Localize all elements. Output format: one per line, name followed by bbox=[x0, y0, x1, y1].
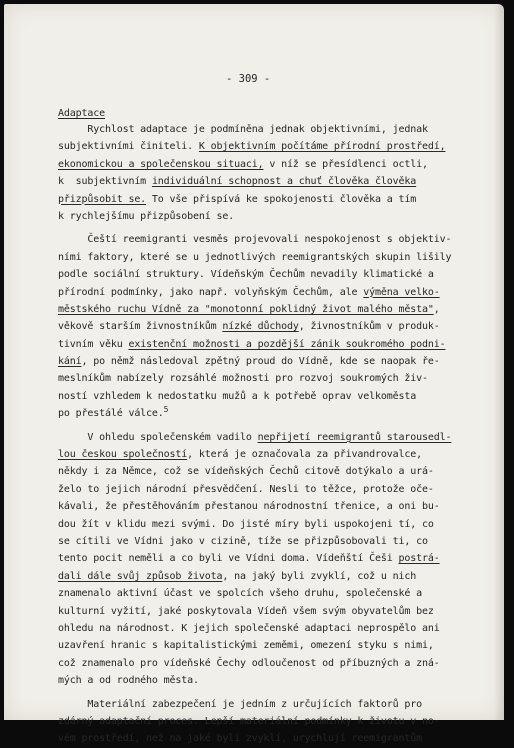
text-segment: , po němž následoval zpětný proud do Vídně, kde se naopak ře- bbox=[81, 356, 440, 368]
text-segment: Čeští reemigranti vesměs projevovali nespokojenost s objektiv- bbox=[58, 234, 452, 246]
text-line bbox=[58, 568, 451, 585]
text-segment: po přestálé válce. bbox=[58, 408, 164, 420]
text-line bbox=[58, 672, 451, 689]
text-segment: se cítili ve Vídni jako v cizině, tíže se přizpůsobovali ti, co bbox=[58, 535, 428, 547]
underlined-phrase: kání bbox=[58, 356, 82, 368]
text-line bbox=[58, 730, 451, 747]
text-segment: tento pocit neměli a co byli ve Vídni doma. Vídeňští Češi bbox=[58, 553, 399, 565]
underlined-phrase: postrá- bbox=[398, 553, 440, 565]
underlined-phrase: individuální schopnost a chuť člověka člověka bbox=[151, 176, 417, 188]
text-line bbox=[58, 550, 451, 567]
page-number: - 309 - bbox=[226, 73, 271, 85]
text-line bbox=[58, 603, 451, 620]
text-line bbox=[58, 318, 451, 335]
text-line bbox=[58, 353, 451, 370]
text-line bbox=[58, 284, 451, 301]
text-segment: ohledu na národnost. K jejich společenské adaptaci neprospělo ani bbox=[58, 622, 440, 634]
underlined-phrase: lou českou společností bbox=[58, 449, 188, 461]
paragraph bbox=[58, 121, 451, 225]
text-line bbox=[58, 405, 451, 422]
underlined-phrase: existenční možnosti a pozdější zánik soukromého podni- bbox=[128, 338, 446, 350]
text-segment: věkově starším živnostníkům bbox=[58, 321, 223, 333]
underlined-phrase: výměna velko- bbox=[363, 286, 440, 298]
footnote-marker: 5 bbox=[163, 405, 169, 415]
text-line bbox=[58, 446, 451, 463]
text-segment: V ohledu společenském vadilo bbox=[58, 431, 258, 443]
text-segment: subjektivními činiteli. bbox=[58, 141, 199, 153]
body-text bbox=[58, 121, 451, 748]
text-line bbox=[58, 138, 451, 155]
underlined-phrase: dali dále svůj způsob života bbox=[58, 570, 223, 582]
paragraph bbox=[58, 696, 451, 748]
text-segment: , na jaký byli zvyklí, což u nich bbox=[222, 570, 417, 582]
text-segment: zdárný adaptační proces. Lepší materiální podmínky k životu v no- bbox=[58, 715, 440, 727]
text-line bbox=[58, 713, 451, 730]
text-segment: kávali, že přestěhováním přestanou národnostní třenice, a oni bu- bbox=[58, 501, 440, 513]
text-line bbox=[58, 620, 451, 637]
underlined-phrase: nepřijetí reemigrantů starousedl- bbox=[257, 431, 452, 443]
text-segment: , bbox=[433, 303, 440, 315]
text-line bbox=[58, 208, 451, 225]
underlined-phrase: K objektivním počítáme přírodní prostředí, bbox=[198, 141, 446, 153]
section-heading: Adaptace bbox=[58, 108, 105, 119]
underlined-phrase: přizpůsobit se. bbox=[58, 193, 147, 205]
text-line bbox=[58, 533, 451, 550]
text-segment: vém prostředí, než na jaké byli zvyklí, urychlují reemigrantům bbox=[58, 733, 422, 745]
text-line bbox=[58, 498, 451, 515]
text-line bbox=[58, 655, 451, 672]
text-segment: podle sociální struktury. Vídeňským Čechům nevadily klimatické a bbox=[58, 269, 434, 281]
underlined-phrase: městského ruchu Vídně za "monotonní poklidný život malého města" bbox=[58, 303, 434, 315]
text-segment: , která je označovala za přivandrovalce, bbox=[187, 449, 422, 461]
text-line bbox=[58, 249, 451, 266]
document-page bbox=[4, 4, 504, 745]
text-segment: někdy i za Němce, což se vídeňských Čechů citově dotýkalo a urá- bbox=[58, 466, 434, 478]
text-line bbox=[58, 231, 451, 248]
text-line bbox=[58, 173, 451, 190]
text-line bbox=[58, 191, 451, 208]
text-line bbox=[58, 585, 451, 602]
text-segment: k subjektivním bbox=[58, 176, 152, 188]
text-segment: což znamenalo pro vídeňské Čechy odloučenost od příbuzných a zná- bbox=[58, 657, 440, 669]
text-segment: v níž se přesídlenci octli, bbox=[263, 158, 428, 170]
text-segment: , živnostníkům v produk- bbox=[298, 321, 440, 333]
text-segment: uzavření hranic s kapitalistickými zeměmi, omezení styku s nimi, bbox=[58, 640, 434, 652]
text-line bbox=[58, 481, 451, 498]
underlined-phrase: ekonomickou a společenskou situaci, bbox=[58, 158, 264, 170]
text-segment: ností vzhledem k nedostatku mužů a k potřebě oprav velkoměsta bbox=[58, 390, 417, 402]
paragraph bbox=[58, 231, 451, 422]
text-segment: kulturní vyžití, jaké poskytovala Vídeň všem svým obyvatelům bez bbox=[58, 605, 434, 617]
text-segment: Materiální zabezpečení je jedním z určujících faktorů pro bbox=[58, 698, 422, 710]
text-segment: ními faktory, které se u jednotlivých reemigrantských skupin lišily bbox=[58, 251, 452, 263]
text-segment: znamenalo aktivní účast ve spolcích všeho druhu, společenské a bbox=[58, 588, 422, 600]
text-line bbox=[58, 301, 451, 318]
page-edge-shadow bbox=[494, 4, 504, 720]
text-line bbox=[58, 266, 451, 283]
text-line bbox=[58, 429, 451, 446]
text-segment: Rychlost adaptace je podmíněna jednak objektivními, jednak bbox=[58, 124, 428, 135]
text-line bbox=[58, 121, 451, 138]
text-line bbox=[58, 696, 451, 713]
underlined-phrase: nízké důchody bbox=[222, 321, 299, 333]
paragraph bbox=[58, 429, 451, 690]
text-segment: meslníkům nabízely rozsáhlé možnosti pro rozvoj soukromých živ- bbox=[58, 373, 428, 385]
text-line bbox=[58, 463, 451, 480]
text-segment: mých a od rodného města. bbox=[58, 675, 199, 687]
text-line bbox=[58, 336, 451, 353]
text-segment: To vše přispívá ke spokojenosti člověka a tím bbox=[146, 193, 417, 205]
text-segment: dou žít v klidu mezi svými. Do jisté míry byli uspokojeni tí, co bbox=[58, 518, 434, 530]
text-line bbox=[58, 637, 451, 654]
text-line bbox=[58, 156, 451, 173]
text-segment: tivním věku bbox=[58, 338, 129, 350]
text-line bbox=[58, 370, 451, 387]
text-segment: k rychlejšímu přizpůsobení se. bbox=[58, 210, 235, 222]
text-segment: přírodní podmínky, jako např. volyňským Čechům, ale bbox=[58, 286, 364, 298]
text-segment: želo to jejich národní přesvědčení. Nesli to těžce, protože oče- bbox=[58, 483, 434, 495]
text-line bbox=[58, 388, 451, 405]
text-line bbox=[58, 516, 451, 533]
